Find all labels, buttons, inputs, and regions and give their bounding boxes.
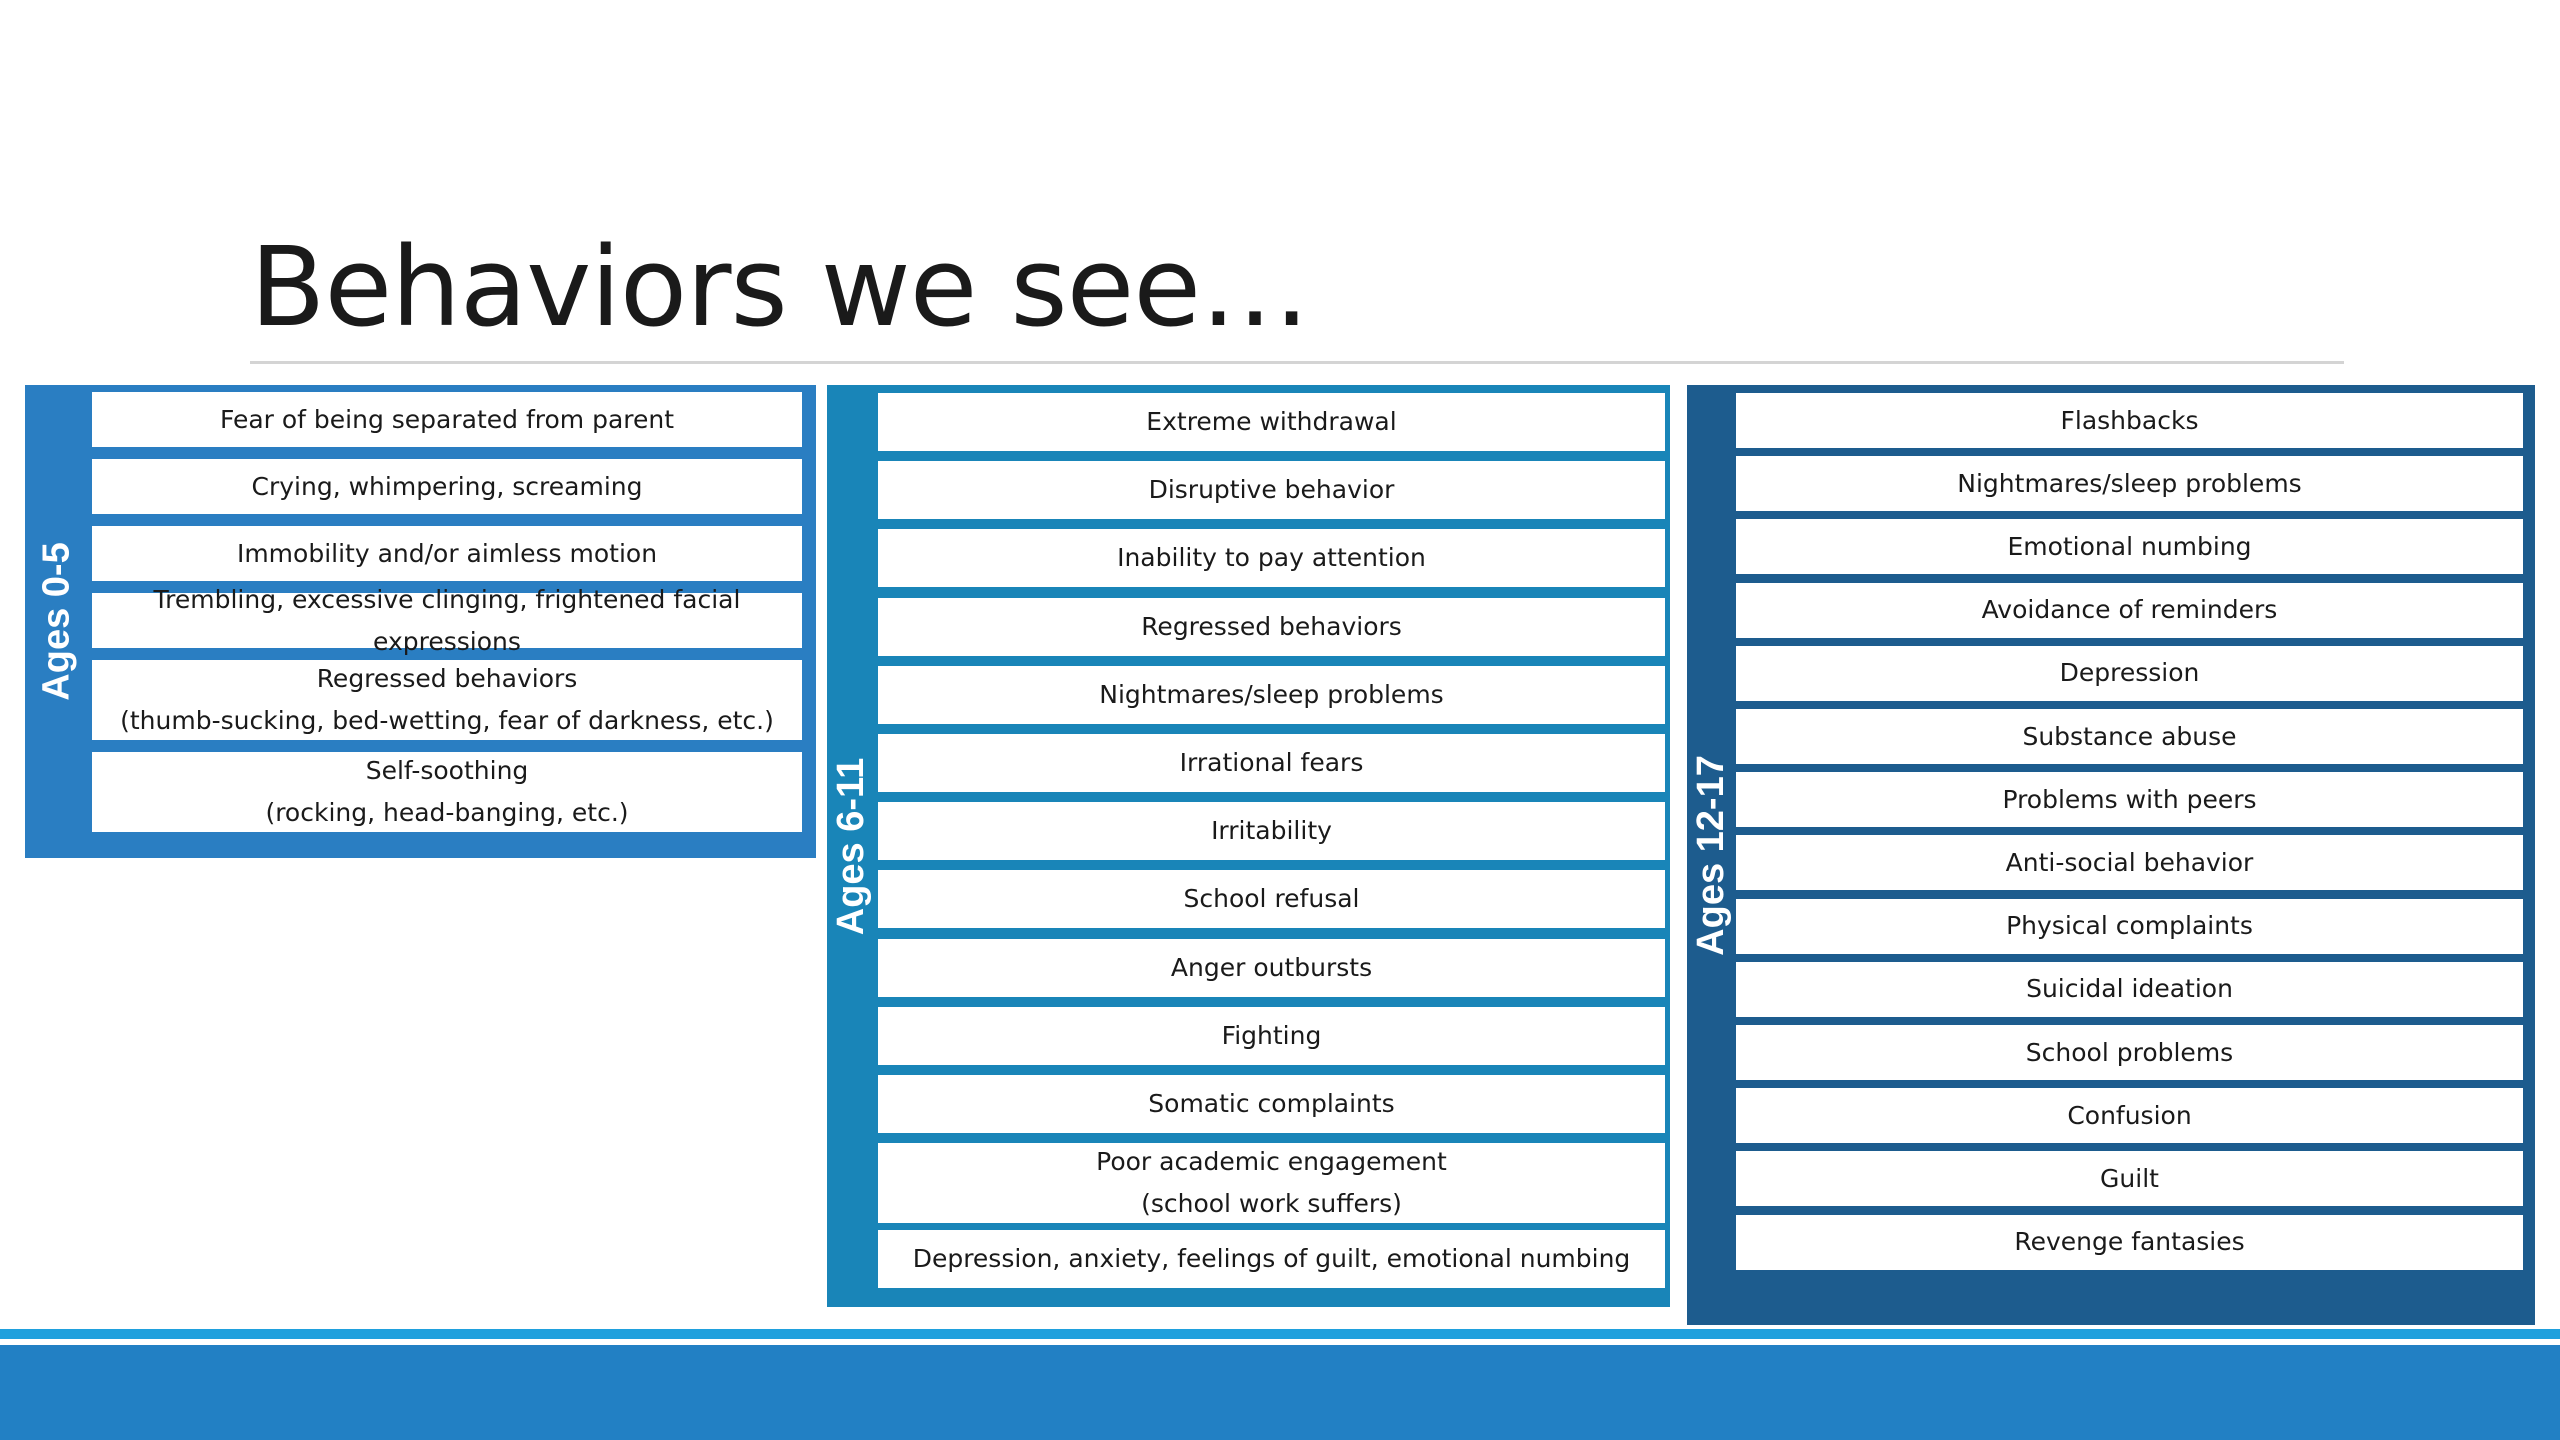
behavior-text-line: Nightmares/sleep problems <box>1099 679 1444 709</box>
group-label-text: Ages 12-17 <box>1689 754 1732 956</box>
behavior-text-line: Somatic complaints <box>1148 1089 1395 1118</box>
behavior-text <box>1141 606 1402 648</box>
behavior-text-line: Emotional numbing <box>2007 531 2252 561</box>
behavior-item <box>878 461 1665 519</box>
group-label-text: Ages 6-11 <box>830 757 873 935</box>
behavior-item <box>878 529 1665 587</box>
behavior-text-line: Anger outbursts <box>1170 952 1373 982</box>
behavior-text <box>120 658 774 742</box>
slide-title: Behaviors we see… <box>250 223 1309 351</box>
behavior-text-line: (thumb-sucking, bed-wetting, fear of darkness, etc.) <box>120 706 774 735</box>
behavior-item <box>878 598 1665 656</box>
behavior-text-line: Irritability <box>1211 816 1332 846</box>
behavior-item <box>1736 772 2523 827</box>
group-ages-0-5 <box>25 385 816 858</box>
behavior-item <box>878 1075 1665 1133</box>
behavior-item <box>92 660 802 740</box>
behavior-text <box>92 579 802 663</box>
behavior-text <box>2006 905 2253 947</box>
behavior-text <box>913 1238 1631 1280</box>
behavior-text <box>2060 652 2200 694</box>
behavior-text <box>2067 1095 2191 1137</box>
behavior-text <box>2026 1032 2233 1074</box>
behavior-text-line: Flashbacks <box>2060 405 2199 435</box>
behavior-item <box>878 1230 1665 1288</box>
behavior-text-line: Depression <box>2059 658 2200 688</box>
behavior-item <box>1736 899 2523 954</box>
behavior-text-line: Revenge fantasies <box>2014 1227 2245 1257</box>
behavior-item <box>1736 646 2523 701</box>
behavior-text <box>220 399 674 441</box>
behavior-item <box>878 393 1665 451</box>
behavior-text-line: Regressed behaviors <box>316 664 578 693</box>
behavior-text <box>1957 463 2301 505</box>
behavior-text <box>2002 779 2256 821</box>
group-ages-12-17 <box>1687 385 2535 1325</box>
behavior-text-line: Crying, whimpering, screaming <box>251 471 643 501</box>
behavior-text <box>2006 842 2254 884</box>
behavior-text-line: Self-soothing <box>365 756 529 785</box>
behavior-item <box>1736 456 2523 511</box>
behavior-text <box>2007 526 2251 568</box>
behavior-item <box>92 459 802 514</box>
group-label <box>25 385 90 858</box>
behavior-item <box>878 870 1665 928</box>
behavior-text-line: Inability to pay attention <box>1117 543 1426 573</box>
behavior-text <box>1117 537 1426 579</box>
behavior-text <box>1096 1141 1447 1225</box>
behavior-text <box>2014 1221 2244 1263</box>
behavior-item <box>1736 1025 2523 1080</box>
behavior-text-line: Physical complaints <box>2006 911 2253 941</box>
behavior-text-line: Fighting <box>1221 1020 1322 1050</box>
behavior-text-line: Trembling, excessive clinging, frightened facial expressions <box>153 584 741 656</box>
behavior-text-line: (rocking, head-banging, etc.) <box>265 798 629 827</box>
behavior-text-line: Depression, anxiety, feelings of guilt, emotional numbing <box>912 1244 1631 1274</box>
behavior-item <box>1736 583 2523 638</box>
behavior-text <box>252 466 643 508</box>
behavior-text <box>2100 1158 2159 1200</box>
behavior-text-line: Confusion <box>2067 1100 2192 1130</box>
behavior-text <box>1184 878 1360 920</box>
group-label <box>1687 385 1735 1325</box>
behavior-text <box>1982 589 2278 631</box>
behavior-text <box>1148 1083 1394 1125</box>
behavior-item <box>878 1143 1665 1223</box>
behavior-item <box>92 752 802 832</box>
behavior-text-line: Disruptive behavior <box>1148 475 1395 505</box>
behavior-item <box>878 802 1665 860</box>
behavior-item <box>878 666 1665 724</box>
behavior-item <box>878 1007 1665 1065</box>
title-divider <box>250 361 2344 364</box>
behavior-item <box>1736 835 2523 890</box>
behavior-item <box>1736 1151 2523 1206</box>
behavior-text <box>237 533 657 575</box>
behavior-text <box>1171 947 1372 989</box>
behavior-item <box>1736 519 2523 574</box>
behavior-text <box>2022 716 2236 758</box>
behavior-item <box>92 392 802 447</box>
behavior-text-line: Immobility and/or aimless motion <box>236 538 658 568</box>
behavior-text <box>1149 469 1395 511</box>
group-label-text: Ages 0-5 <box>36 542 78 701</box>
behavior-text-line: Fear of being separated from parent <box>219 404 675 434</box>
behavior-text-line: School refusal <box>1183 884 1360 914</box>
behavior-item <box>92 584 802 656</box>
behavior-text-line: Poor academic engagement <box>1096 1147 1447 1177</box>
behavior-text-line: School problems <box>2025 1037 2234 1067</box>
behavior-text <box>2061 400 2199 442</box>
behavior-text-line: Irrational fears <box>1179 748 1364 777</box>
behavior-text <box>1146 401 1396 443</box>
behavior-text-line: Regressed behaviors <box>1141 611 1402 641</box>
behavior-text-line: Suicidal ideation <box>2026 974 2233 1004</box>
footer-accent-line <box>0 1329 2560 1339</box>
behavior-item <box>1736 1215 2523 1270</box>
behavior-text-line: Guilt <box>2100 1163 2159 1193</box>
behavior-item <box>878 939 1665 997</box>
behavior-text <box>1099 674 1443 716</box>
behavior-text-line: (school work suffers) <box>1141 1189 1402 1219</box>
behavior-text <box>265 750 628 834</box>
behavior-text <box>1211 810 1332 852</box>
behavior-item <box>1736 393 2523 448</box>
behavior-item <box>1736 709 2523 764</box>
behavior-text <box>1180 742 1364 784</box>
behavior-text <box>1222 1015 1322 1057</box>
behavior-text-line: Extreme withdrawal <box>1146 407 1397 436</box>
group-ages-6-11 <box>827 385 1670 1307</box>
behavior-item <box>92 526 802 581</box>
behavior-text <box>2026 968 2233 1010</box>
group-label <box>827 385 877 1307</box>
behavior-text-line: Substance abuse <box>2022 721 2237 751</box>
behavior-item <box>1736 962 2523 1017</box>
footer-bar <box>0 1345 2560 1440</box>
behavior-text-line: Nightmares/sleep problems <box>1957 468 2302 498</box>
behavior-text-line: Avoidance of reminders <box>1981 595 2278 625</box>
behavior-text-line: Problems with peers <box>2002 784 2257 814</box>
behavior-text-line: Anti-social behavior <box>2005 847 2254 877</box>
behavior-item <box>878 734 1665 792</box>
behavior-item <box>1736 1088 2523 1143</box>
